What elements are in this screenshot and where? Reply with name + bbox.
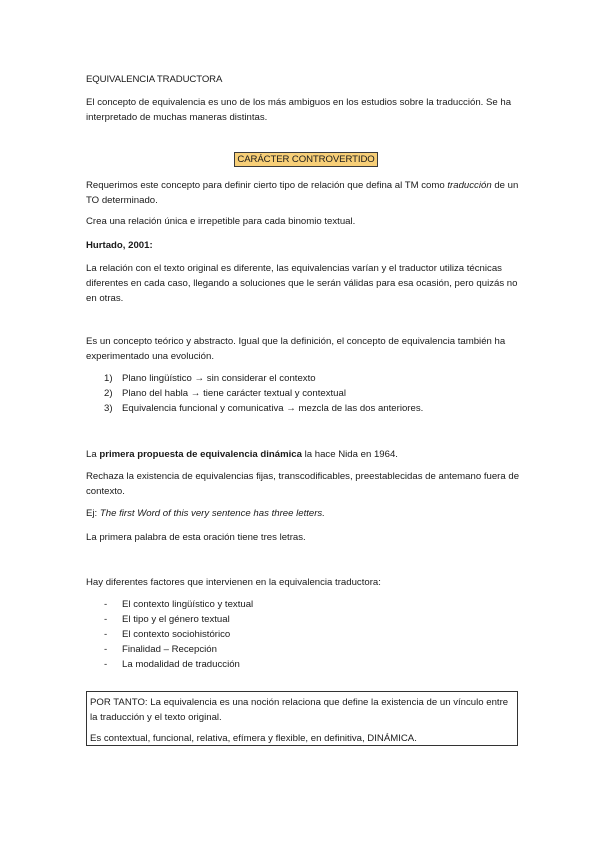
list-item [86,627,526,642]
conclusion-box [86,691,518,746]
list-item [86,371,526,386]
document-title: EQUIVALENCIA TRADUCTORA [86,74,223,85]
list-item-text: Plano del habla → tiene carácter textual y contextual [122,388,346,399]
list-marker: - [104,629,108,640]
paragraph-rejection: Rechaza la existencia de equivalencias fijas, transcodificables, preestablecidas de antemano fuera de contexto. [86,471,520,497]
list-item [86,401,526,416]
list-item-text: Finalidad – Recepción [122,644,217,655]
list-item [86,597,526,612]
paragraph-hurtado-quote: La relación con el texto original es diferente, las equivalencias varían y el traductor utiliza técnicas diferentes en cada caso, llegando a soluciones que le serán válidas para esa ocasión, pero quizás no en otras. [86,263,518,304]
author-citation: Hurtado, 2001: [86,240,153,251]
paragraph-nida [86,447,526,462]
p5-text-a: La [86,449,100,460]
list-item [86,642,526,657]
list-marker: 3) [104,403,113,414]
p1-italic: traducción [447,180,492,191]
list-item [86,386,526,401]
list-item-text: El contexto sociohistórico [122,629,231,640]
list-item-text: El contexto lingüístico y textual [122,599,254,610]
paragraph-unique-relation: Crea una relación única e irrepetible para cada binomio textual. [86,216,356,227]
p5-bold: primera propuesta de equivalencia dinámica [99,449,302,460]
p1-text-a: Requerimos este concepto para definir cierto tipo de relación que defina al TM como [86,180,448,191]
section-heading: CARÁCTER CONTROVERTIDO [234,152,377,167]
list-marker: 2) [104,388,113,399]
dashed-list [86,597,526,672]
list-marker: 1) [104,373,113,384]
list-item-text: La modalidad de traducción [122,659,240,670]
list-marker: - [104,599,108,610]
conclusion-line-2: Es contextual, funcional, relativa, efímera y flexible, en definitiva, DINÁMICA. [90,733,417,744]
example-label: Ej: [86,508,100,519]
p5-text-b: la hace Nida en 1964. [301,449,398,460]
list-marker: - [104,614,108,625]
list-marker: - [104,659,108,670]
list-item [86,612,526,627]
conclusion-line-1: POR TANTO: La equivalencia es una noción relaciona que define la existencia de un vínculo entre la traducción y el texto original. [90,697,509,723]
list-item-text: Plano lingüístico → sin considerar el contexto [122,373,316,384]
paragraph-factors: Hay diferentes factores que intervienen en la equivalencia traductora: [86,577,381,588]
p1-text-b: de un TO determinado. [86,180,519,206]
list-item [86,657,526,672]
paragraph-translation: La primera palabra de esta oración tiene tres letras. [86,532,306,543]
numbered-list [86,371,526,416]
paragraph-example [86,506,526,521]
paragraph-theoretical-concept: Es un concepto teórico y abstracto. Igual que la definición, el concepto de equivalencia también ha experimentado una evolución. [86,336,506,362]
list-marker: - [104,644,108,655]
paragraph-tm-definition [86,178,526,208]
intro-paragraph: El concepto de equivalencia es uno de los más ambiguos en los estudios sobre la traducción. Se ha interpretado de muchas maneras distintas. [86,97,512,123]
section-heading-wrap [86,154,526,165]
example-sentence: The first Word of this very sentence has three letters. [99,508,325,519]
list-item-text: El tipo y el género textual [122,614,230,625]
list-item-text: Equivalencia funcional y comunicativa → mezcla de las dos anteriores. [122,403,424,414]
